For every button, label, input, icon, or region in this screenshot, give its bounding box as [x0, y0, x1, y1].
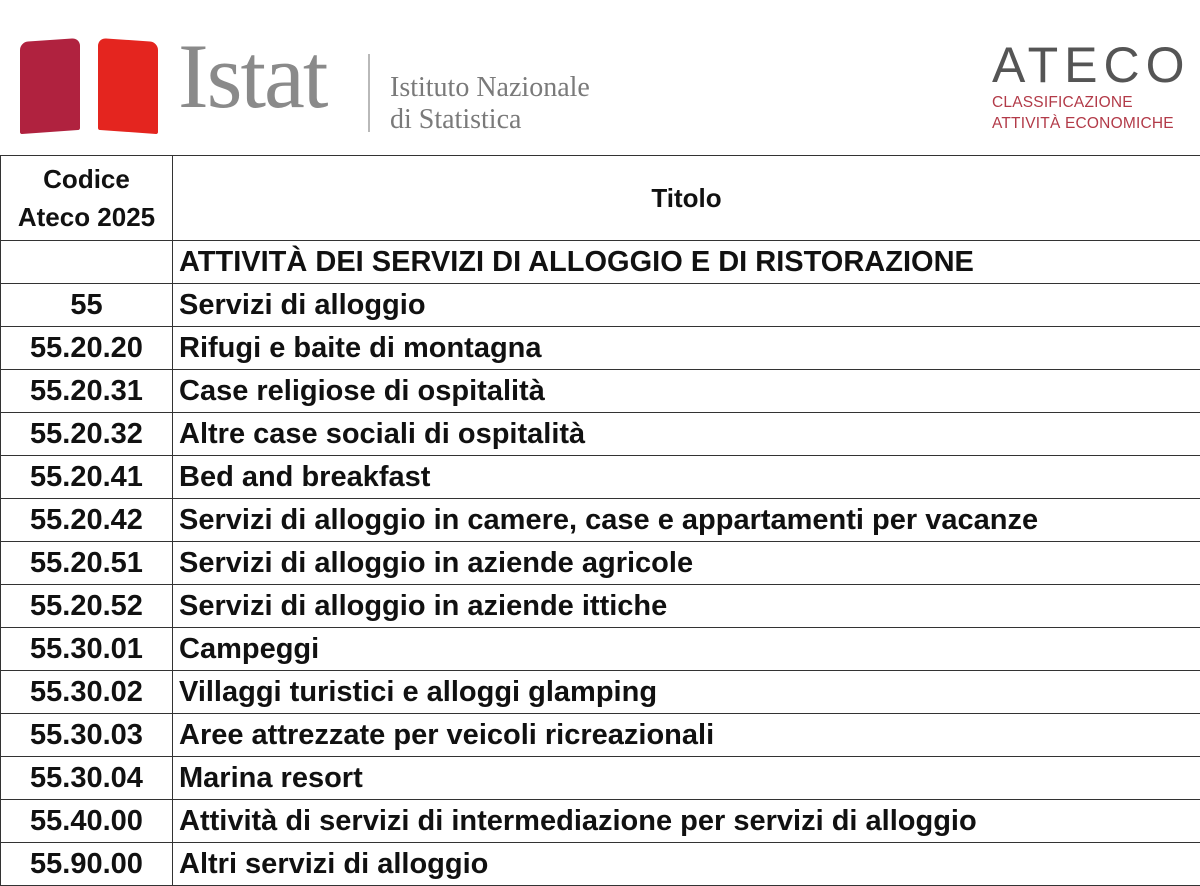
row-code: 55.20.51	[1, 542, 173, 585]
table-row	[1, 843, 1200, 886]
table-row	[1, 327, 1200, 370]
column-header-code-line2: Ateco 2025	[5, 198, 168, 236]
row-title: Case religiose di ospitalità	[173, 370, 1200, 413]
section-row	[1, 241, 1200, 284]
row-title: Servizi di alloggio	[173, 284, 1200, 327]
row-code: 55.20.42	[1, 499, 173, 542]
column-header-title: Titolo	[173, 156, 1200, 241]
table-row	[1, 456, 1200, 499]
logo-divider	[368, 54, 370, 132]
table-row	[1, 499, 1200, 542]
row-code: 55.90.00	[1, 843, 173, 886]
row-code: 55.30.02	[1, 671, 173, 714]
istat-logo	[18, 38, 578, 138]
row-code: 55.20.31	[1, 370, 173, 413]
row-code: 55.20.32	[1, 413, 173, 456]
row-title: Altre case sociali di ospitalità	[173, 413, 1200, 456]
table-row	[1, 628, 1200, 671]
row-code: 55.30.01	[1, 628, 173, 671]
table-row	[1, 370, 1200, 413]
ateco-logo	[992, 40, 1182, 135]
row-code: 55.30.04	[1, 757, 173, 800]
column-header-code-line1: Codice	[5, 160, 168, 198]
row-title: Villaggi turistici e alloggi glamping	[173, 671, 1200, 714]
row-title: Campeggi	[173, 628, 1200, 671]
table-row	[1, 714, 1200, 757]
istat-mark-left-icon	[20, 38, 80, 134]
row-title: Attività di servizi di intermediazione per servizi di alloggio	[173, 800, 1200, 843]
column-header-code	[1, 156, 173, 241]
row-code: 55.20.41	[1, 456, 173, 499]
table-row	[1, 757, 1200, 800]
row-code: 55	[1, 284, 173, 327]
row-code: 55.40.00	[1, 800, 173, 843]
table-row	[1, 413, 1200, 456]
row-code: 55.20.20	[1, 327, 173, 370]
section-title: ATTIVITÀ DEI SERVIZI DI ALLOGGIO E DI RISTORAZIONE	[173, 241, 1200, 284]
ateco-wordmark: ATECO	[992, 40, 1182, 90]
istat-subtitle-line2: di Statistica	[390, 104, 590, 136]
row-title: Servizi di alloggio in camere, case e appartamenti per vacanze	[173, 499, 1200, 542]
row-title: Bed and breakfast	[173, 456, 1200, 499]
section-code	[1, 241, 173, 284]
ateco-subtitle-line2: ATTIVITÀ ECONOMICHE	[992, 115, 1182, 132]
document-header	[0, 0, 1200, 155]
table-header-row	[1, 156, 1200, 241]
row-code: 55.20.52	[1, 585, 173, 628]
ateco-table	[0, 155, 1200, 886]
istat-subtitle-line1: Istituto Nazionale	[390, 72, 590, 104]
row-title: Rifugi e baite di montagna	[173, 327, 1200, 370]
row-title: Altri servizi di alloggio	[173, 843, 1200, 886]
table-row	[1, 800, 1200, 843]
istat-subtitle	[390, 72, 590, 136]
table-row	[1, 284, 1200, 327]
table-row	[1, 585, 1200, 628]
row-title: Marina resort	[173, 757, 1200, 800]
row-code: 55.30.03	[1, 714, 173, 757]
table-row	[1, 671, 1200, 714]
ateco-subtitle-line1: CLASSIFICAZIONE	[992, 94, 1182, 111]
row-title: Servizi di alloggio in aziende ittiche	[173, 585, 1200, 628]
istat-wordmark: Istat	[178, 30, 326, 122]
row-title: Aree attrezzate per veicoli ricreazionali	[173, 714, 1200, 757]
row-title: Servizi di alloggio in aziende agricole	[173, 542, 1200, 585]
table-row	[1, 542, 1200, 585]
istat-mark-right-icon	[98, 38, 158, 134]
